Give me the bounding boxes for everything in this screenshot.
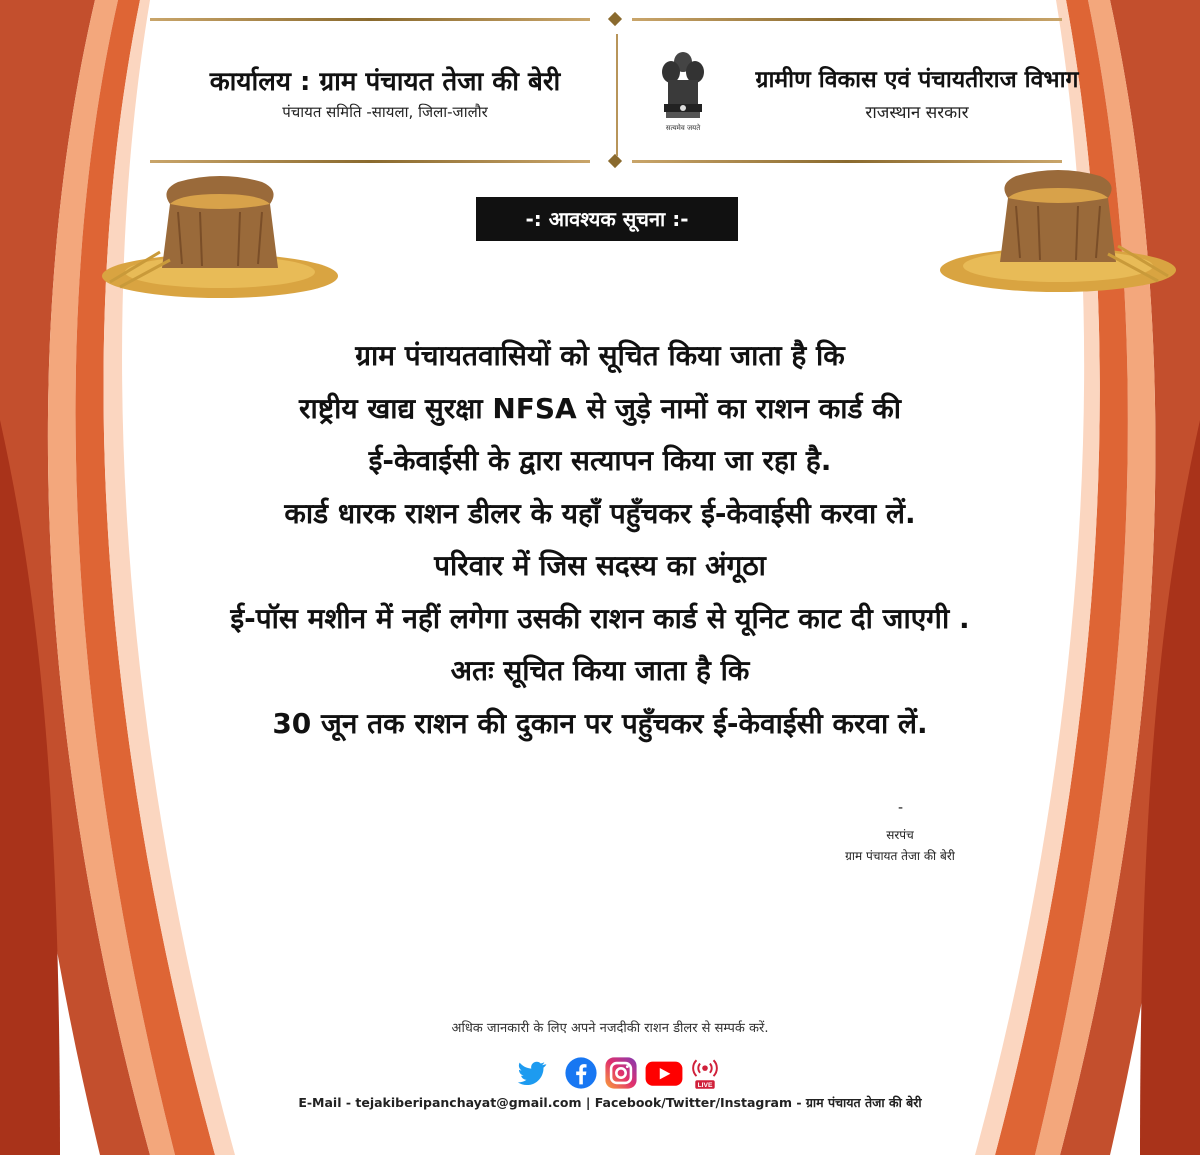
- header-top-line-left: [150, 18, 590, 21]
- facebook-icon[interactable]: [564, 1056, 598, 1090]
- signature-dash: -: [898, 800, 904, 816]
- notice-line: ई-पॉस मशीन में नहीं लगेगा उसकी राशन कार्ड से यूनिट काट दी जाएगी .: [230, 601, 970, 635]
- office-subtitle: पंचायत समिति -सायला, जिला-जालौर: [282, 103, 488, 121]
- notice-body: [160, 330, 1040, 750]
- youtube-icon[interactable]: [644, 1056, 684, 1090]
- signature-title: सरपंच: [886, 828, 914, 842]
- notice-line: राष्ट्रीय खाद्य सुरक्षा NFSA से जुड़े नामों का राशन कार्ड की: [299, 391, 901, 425]
- header-bottom-line-left: [150, 160, 590, 163]
- footer-contact: E-Mail - tejakiberipanchayat@gmail.com | Facebook/Twitter/Instagram - ग्राम पंचायत तेजा की बेरी: [298, 1095, 922, 1110]
- header-top-line-right: [632, 18, 1062, 21]
- department-title: ग्रामीण विकास एवं पंचायतीराज विभाग: [755, 67, 1079, 93]
- twitter-icon[interactable]: [514, 1056, 548, 1090]
- header-bottom-line-right: [632, 160, 1062, 163]
- notice-line: अतः सूचित किया जाता है कि: [450, 654, 750, 687]
- live-label: LIVE: [697, 1081, 713, 1089]
- more-info-text: अधिक जानकारी के लिए अपने नजदीकी राशन डीलर से सम्पर्क करें.: [451, 1021, 769, 1036]
- signature-block: [800, 826, 1000, 868]
- department-block: [722, 62, 1112, 123]
- header-separator: [616, 34, 618, 156]
- grain-sack-right-image: [938, 166, 1178, 296]
- grain-sack-left-image: [100, 172, 340, 302]
- notice-line: 30 जून तक राशन की दुकान पर पहुँचकर ई-केवाईसी करवा लें.: [272, 706, 928, 740]
- notice-line: कार्ड धारक राशन डीलर के यहाँ पहुँचकर ई-केवाईसी करवा लें.: [284, 496, 916, 530]
- notice-label: -: आवश्यक सूचना :-: [476, 197, 738, 241]
- department-subtitle: राजस्थान सरकार: [865, 103, 969, 123]
- office-title: कार्यालय : ग्राम पंचायत तेजा की बेरी: [209, 67, 561, 97]
- office-block: [160, 62, 610, 122]
- live-icon[interactable]: [690, 1056, 720, 1090]
- notice-line: ग्राम पंचायतवासियों को सूचित किया जाता है कि: [355, 339, 845, 372]
- notice-line: परिवार में जिस सदस्य का अंगूठा: [434, 549, 766, 582]
- notice-line: ई-केवाईसी के द्वारा सत्यापन किया जा रहा है.: [368, 444, 832, 477]
- instagram-icon[interactable]: [604, 1056, 638, 1090]
- emblem-motto: सत्यमेव जयते: [665, 124, 701, 132]
- signature-office: ग्राम पंचायत तेजा की बेरी: [845, 849, 955, 863]
